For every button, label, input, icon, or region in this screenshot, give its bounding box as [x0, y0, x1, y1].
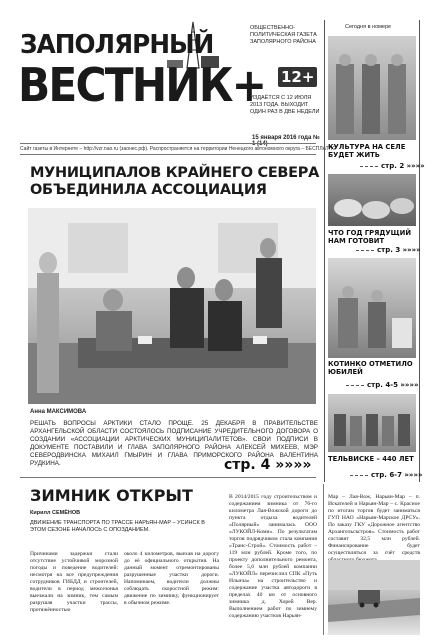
choir-illustration: [328, 36, 416, 140]
sidebar-photo-culture: [328, 36, 416, 140]
second-author: Кирилл СЕМЁНОВ: [30, 510, 81, 516]
winter-road-photo: [328, 560, 420, 635]
group-illustration: [328, 394, 416, 452]
article-column-2: около 4 километров, выехав на дорогу до её официального открытия. На данный момент отремонтированы разрушенные участки дороги. Напоминаем, водители должны соблюдать скоростной режим: движение по зимнику, функционирует в обычном режиме.: [124, 551, 219, 606]
main-author: Анна МАКСИМОВА: [30, 409, 87, 415]
article-column-3: В 2014/2015 году строительством и содержанием зимника от 76-го километра Лая-Вожской дороги до пункта отдыха водителей «Полярный» занималась ООО «ЛУКОЙЛ-Коми». По результатам торгов подрядчиком стала компания «Транс-Строй». Стоимость работ – 119 млн рублей. Кроме того, по проекту дополнительного ремонта, более 5,6 млн рублей компании «ЛУКОЙЛ» перечислил СПК «Путь Ильича» на строительство и содержание участка автодороги в пределах 40 км от основного зимника д. Хорей Вер. Выполнением работ по зимнему содержанию участков Нарьян-: [229, 494, 317, 619]
masthead-title-line1: ЗАПОЛЯРНЫЙ: [20, 30, 214, 60]
truck-on-road-illustration: [328, 560, 420, 635]
sidebar-item-headline[interactable]: КОТИНКО ОТМЕТИЛО ЮБИЛЕЙ: [328, 360, 413, 376]
second-lead: ДВИЖЕНИЕ ТРАНСПОРТА ПО ТРАССЕ НАРЬЯН-МАР – УСИНСК В ЭТОМ СЕЗОНЕ НАЧАЛОСЬ С ОПОЗДАНИЕМ.: [30, 520, 205, 533]
publisher-info: ОБЩЕСТВЕННО-ПОЛИТИЧЕСКАЯ ГАЗЕТА ЗАПОЛЯРНОГО РАЙОНА: [250, 25, 317, 45]
sidebar-item-page[interactable]: стр. 4-5 »»»»: [346, 381, 419, 389]
divider: [20, 477, 316, 478]
sidebar-item-headline[interactable]: КУЛЬТУРА НА СЕЛЕ БУДЕТ ЖИТЬ: [328, 143, 406, 159]
sidebar-item-headline[interactable]: ТЕЛЬВИСКЕ – 440 ЛЕТ: [328, 455, 414, 463]
sidebar-item-page[interactable]: стр. 2 »»»»: [360, 162, 425, 170]
signing-ceremony-illustration: [28, 208, 316, 404]
article-column-4: Мар – Лая-Вож, Нарьян-Мар – п. Искателей и Нарьян-Мар – с. Красное по итогам торгов будет заниматься ГУП НАО «Нарьян-Марское ДРСУ». По заказу ГКУ «Дорожное агентство Архангельскстроя». Стоимость работ составит 32,5 млн рублей. Финансирование будет осуществляться за счёт средств: [328, 494, 420, 556]
masthead: [18, 20, 320, 147]
main-photo: [28, 208, 316, 404]
sidebar-title: Сегодня в номере: [345, 24, 392, 30]
main-lead: РЕШАТЬ ВОПРОСЫ АРКТИКИ СТАЛО ПРОЩЕ. 25 ДЕКАБРЯ В ПРАВИТЕЛЬСТВЕ АРХАНГЕЛЬСКОЙ ОБЛАСТИ СОСТОЯЛОСЬ ПОДПИСАНИЕ УЧРЕДИТЕЛЬНОГО ДОГОВОРА О СОЗДАНИИ «АССОЦИАЦИИ АРКТИЧЕСКИХ МУНИЦИПАЛИТЕТОВ». СВОИ ПОДПИСИ В ДОКУМЕНТЕ ПОСТАВИЛИ И ГЛАВА ЗАПОЛЯРНОГО РАЙОНА АЛЕКСЕЙ МИХЕЕВ, МЭР СЕВЕРОДВИНСКА МИХАИЛ ГМЫРИН И ГЛАВА ПРИМОРСКОГО РАЙОНА ВАЛЕНТИНА РУДКИНА.: [30, 420, 318, 467]
sidebar-photo-year: [328, 174, 416, 226]
age-rating-badge: 12+: [278, 67, 317, 87]
sheep-illustration: [328, 174, 416, 226]
masthead-title-line2: ВЕСТНИК+: [18, 58, 266, 112]
issue-date: 15 января 2016 года № 1 (14): [252, 135, 320, 147]
main-headline: МУНИЦИПАЛОВ КРАЙНЕГО СЕВЕРА ОБЪЕДИНИЛА АССОЦИАЦИЯ: [30, 165, 320, 198]
site-line: Сайт газеты в Интернете – http://vzr.nao.ru (заонес.рф). Распространяется на территории Ненецкого автономного округа – БЕСПЛАТНО: [20, 143, 316, 155]
article-column-1: Причинами задержки стали отсутствие устойчивой морозной погоды и поведение водителей: несмотря на все предупреждения сотрудников ГИБДД и строителей, водители в период межсезонья выезжали на зимник, тем самым разрушая участки трассы, протяжённостью: [30, 551, 118, 613]
second-headline: ЗИМНИК ОТКРЫТ: [30, 486, 193, 505]
sidebar-photo-telviske: [328, 394, 416, 452]
sidebar-item-headline[interactable]: ЧТО ГОД ГРЯДУЩИЙ НАМ ГОТОВИТ: [328, 229, 412, 245]
main-page-ref[interactable]: стр. 4 »»»»: [224, 457, 312, 473]
sidebar-item-page[interactable]: стр. 3 »»»»: [356, 246, 421, 254]
jubilee-illustration: [328, 258, 416, 358]
issue-info: ИЗДАЁТСЯ С 12 ИЮЛЯ 2013 ГОДА. ВЫХОДИТ ОДИН РАЗ В ДВЕ НЕДЕЛИ: [250, 95, 320, 115]
sidebar-photo-jubilee: [328, 258, 416, 358]
divider: [323, 484, 324, 635]
sidebar-item-page[interactable]: стр. 6-7 »»»»: [350, 471, 423, 479]
